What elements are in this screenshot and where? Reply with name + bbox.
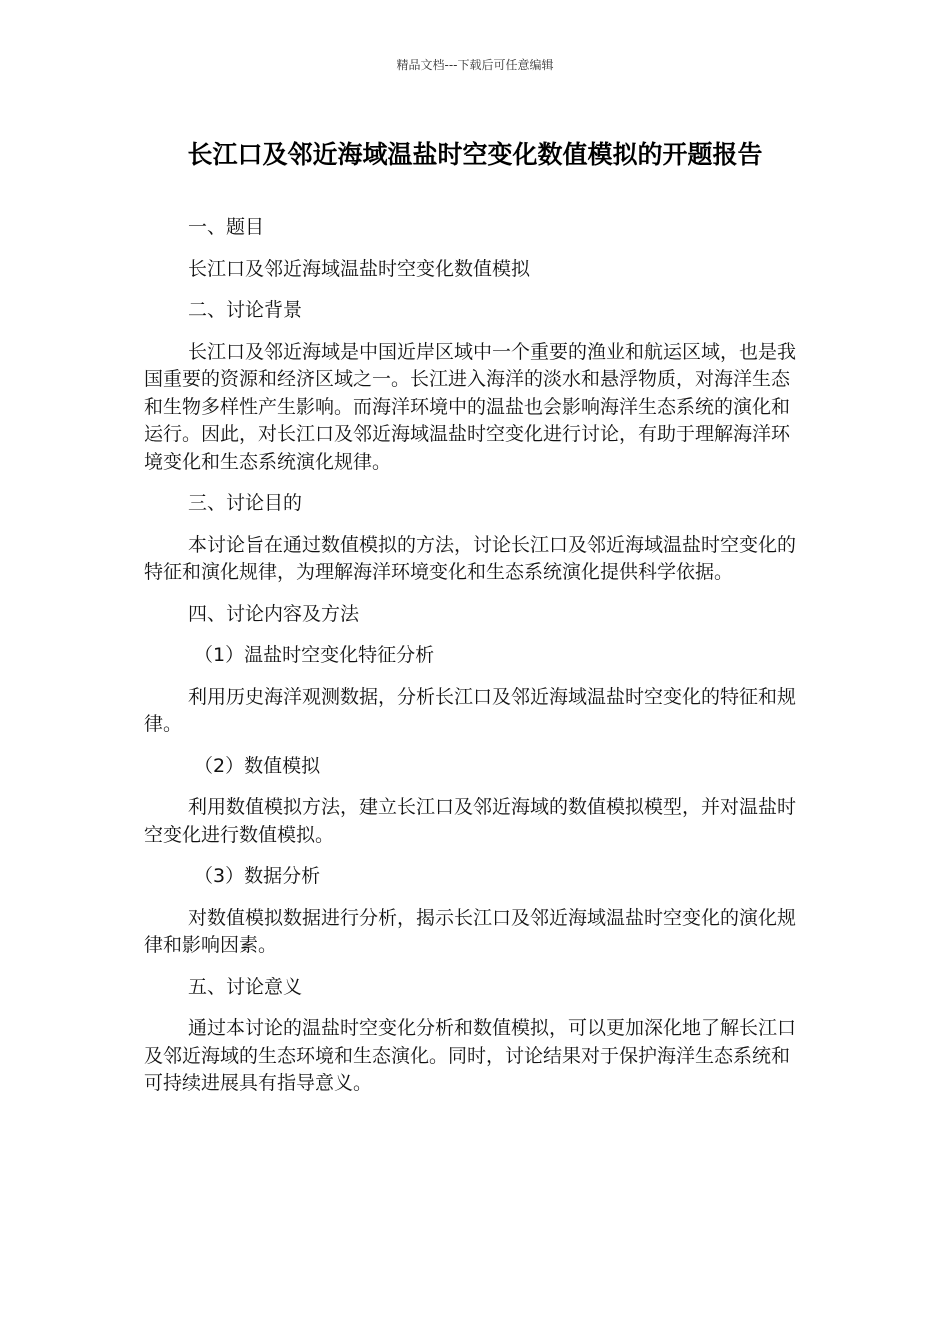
subsection-text-numerical-simulation: 利用数值模拟方法，建立长江口及邻近海域的数值模拟模型，并对温盐时空变化进行数值模拟。 bbox=[144, 796, 797, 846]
document-body bbox=[144, 214, 806, 1112]
section-heading-background: 二、讨论背景 bbox=[188, 299, 303, 321]
section-text-background: 长江口及邻近海域是中国近岸区域中一个重要的渔业和航运区域，也是我国重要的资源和经济区域之一。长江进入海洋的淡水和悬浮物质，对海洋生态和生物多样性产生影响。而海洋环境中的温盐也会影响海洋生态系统的演化和运行。因此，对长江口及邻近海域温盐时空变化进行讨论，有助于理解海洋环境变化和生态系统演化规律。 bbox=[144, 340, 797, 473]
section-heading-purpose: 三、讨论目的 bbox=[188, 492, 303, 514]
subsection-heading-feature-analysis: （1）温盐时空变化特征分析 bbox=[194, 644, 435, 666]
section-heading-topic: 一、题目 bbox=[188, 216, 265, 238]
subsection-heading-numerical-simulation: （2）数值模拟 bbox=[194, 754, 321, 777]
section-text-topic: 长江口及邻近海域温盐时空变化数值模拟 bbox=[188, 257, 531, 280]
subsection-text-feature-analysis: 利用历史海洋观测数据，分析长江口及邻近海域温盐时空变化的特征和规律。 bbox=[144, 685, 797, 735]
document-title: 长江口及邻近海域温盐时空变化数值模拟的开题报告 bbox=[187, 140, 763, 169]
section-heading-content-methods: 四、讨论内容及方法 bbox=[188, 602, 360, 625]
section-text-purpose: 本讨论旨在通过数值模拟的方法，讨论长江口及邻近海域温盐时空变化的特征和演化规律，为理解海洋环境变化和生态系统演化提供科学依据。 bbox=[144, 533, 797, 583]
subsection-text-data-analysis: 对数值模拟数据进行分析，揭示长江口及邻近海域温盐时空变化的演化规律和影响因素。 bbox=[144, 906, 797, 956]
section-text-significance: 通过本讨论的温盐时空变化分析和数值模拟，可以更加深化地了解长江口及邻近海域的生态环境和生态演化。同时，讨论结果对于保护海洋生态系统和可持续进展具有指导意义。 bbox=[144, 1017, 797, 1094]
section-heading-significance: 五、讨论意义 bbox=[188, 975, 303, 998]
subsection-heading-data-analysis: （3）数据分析 bbox=[194, 865, 321, 887]
page-header-note: 精品文档---下载后可任意编辑 bbox=[396, 58, 554, 72]
